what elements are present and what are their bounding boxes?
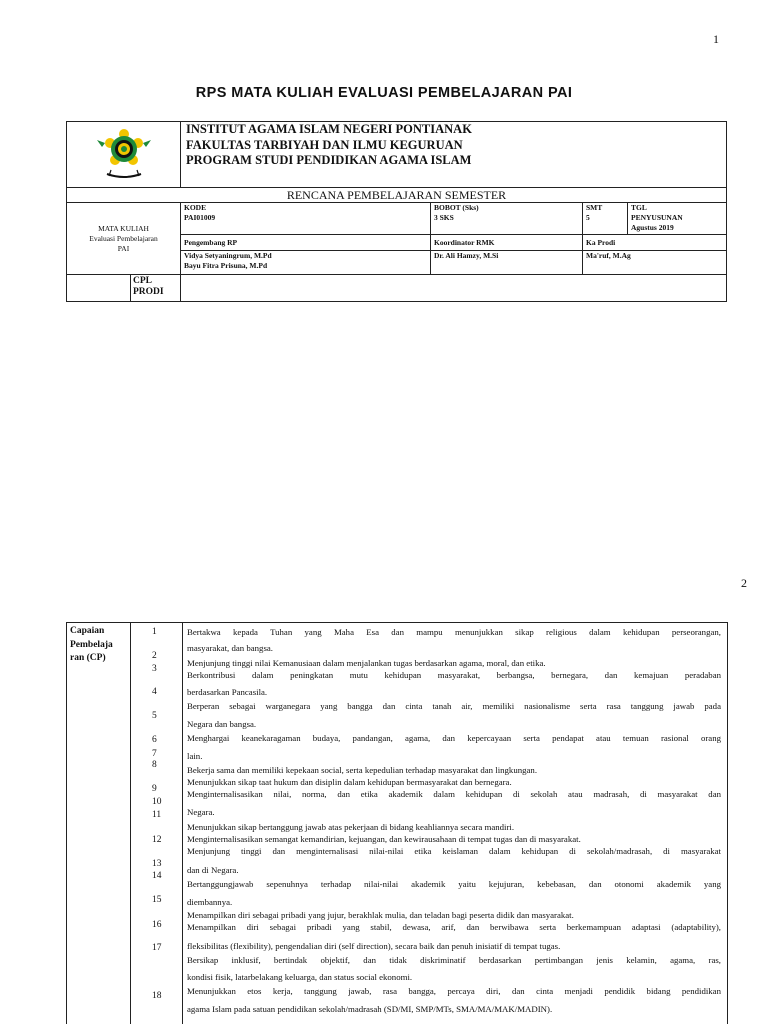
cp-line: Menampilkan diri sebagai pribadi yang jujur, berakhlak mulia, dan teladan bagi peserta didik dan masyarakat. xyxy=(187,910,574,920)
program-name: PROGRAM STUDI PENDIDIKAN AGAMA ISLAM xyxy=(186,153,472,167)
tgl-label: TGL xyxy=(631,203,647,212)
bobot-value: 3 SKS xyxy=(434,213,454,222)
cp-line: Bekerja sama dan memiliki kepekaan social, serta kepedulian terhadap masyarakat dan lingkungan. xyxy=(187,765,538,775)
kaprodi-name: Ma'ruf, M.Ag xyxy=(583,251,727,275)
mk-label: MATA KULIAH xyxy=(98,223,149,233)
cp-table xyxy=(66,622,728,1024)
cp-number: 7 xyxy=(152,749,157,759)
cp-line: Menampilkan diri sebagai pribadi yang stabil, dewasa, arif, dan berwibawa serta berkemampuan adaptasi (adaptability), xyxy=(187,922,721,932)
cpl-prodi-label xyxy=(131,275,181,302)
cp-line: Berkontribusi dalam peningkatan mutu kehidupan masyarakat, berbangsa, bernegara, dan kemajuan peradaban xyxy=(187,670,721,680)
bobot-label: BOBOT (Sks) xyxy=(434,203,479,212)
cp-number: 8 xyxy=(152,760,157,770)
cp-line: diembannya. xyxy=(187,897,233,907)
logo-cell xyxy=(67,122,181,188)
smt-value: 5 xyxy=(586,213,590,222)
cpl-label-2: PRODI xyxy=(133,287,164,297)
cp-number: 18 xyxy=(152,991,162,1001)
cp-line: Bertakwa kepada Tuhan yang Maha Esa dan mampu menunjukkan sikap religious dalam kehidupan perseorangan, xyxy=(187,627,721,637)
rps-header-table xyxy=(66,121,727,302)
smt-label: SMT xyxy=(586,203,603,212)
cp-number: 13 xyxy=(152,859,162,869)
cp-line: Menginternalisasikan nilai, norma, dan etika akademik dalam kehidupan di sekolah atau madrasah, di masyarakat dan xyxy=(187,789,721,799)
koordinator-label: Koordinator RMK xyxy=(431,235,583,251)
cp-line: Menunjukkan sikap bertanggung jawab atas pekerjaan di bidang keahliannya secara mandiri. xyxy=(187,822,515,832)
pengembang-name-2: Bayu Fitra Prisuna, M.Pd xyxy=(184,261,268,270)
cp-number: 10 xyxy=(152,797,162,807)
cp-number: 5 xyxy=(152,711,157,721)
cp-line: agama Islam pada satuan pendidikan sekolah/madrasah (SD/MI, SMP/MTs, SMA/MA/MAK/MADIN). xyxy=(187,1004,553,1014)
cp-label-2: Pembelaja xyxy=(70,639,113,650)
university-logo-icon xyxy=(95,122,153,182)
cp-line: berdasarkan Pancasila. xyxy=(187,687,268,697)
course-name-cell xyxy=(67,203,181,275)
page-number: 2 xyxy=(741,576,747,590)
koordinator-name: Dr. Ali Hamzy, M.Si xyxy=(431,251,583,275)
institution-name: INSTITUT AGAMA ISLAM NEGERI PONTIANAK xyxy=(186,122,472,136)
cp-number: 4 xyxy=(152,687,157,697)
institution-block xyxy=(181,122,727,188)
cp-line: Bertanggungjawab sepenuhnya terhadap nilai-nilai akademik yaitu kejujuran, kebebasan, dan otonomi akademik yang xyxy=(187,879,721,889)
cp-number: 16 xyxy=(152,920,162,930)
page-number: 1 xyxy=(713,32,719,46)
cp-number: 11 xyxy=(152,810,162,820)
cp-number: 3 xyxy=(152,664,157,674)
cp-number: 1 xyxy=(152,627,157,637)
cp-line: fleksibilitas (flexibility), pengendalian diri (self direction), secara baik dan penuh inisiatif di tempat tugas. xyxy=(187,941,561,951)
cp-number: 14 xyxy=(152,871,162,881)
cp-line: lain. xyxy=(187,751,203,761)
pengembang-name-1: Vidya Setyaningrum, M.Pd xyxy=(184,251,272,260)
cp-text-cell xyxy=(183,623,728,1024)
cp-number: 15 xyxy=(152,895,162,905)
cp-line: Menghargai keanekaragaman budaya, pandangan, agama, dan kepercayaan serta pendapat atau temuan rasional orang xyxy=(187,733,721,743)
kode-value: PAI01009 xyxy=(184,213,216,222)
bobot-cell xyxy=(431,203,583,235)
tgl-value: Agustus 2019 xyxy=(631,223,674,232)
kaprodi-label: Ka Prodi xyxy=(583,235,727,251)
kode-cell xyxy=(181,203,431,235)
cp-number: 2 xyxy=(152,651,157,661)
cp-number: 6 xyxy=(152,735,157,745)
pengembang-names xyxy=(181,251,431,275)
cpl-content-cell xyxy=(181,275,727,302)
cp-label-cell xyxy=(67,623,131,1024)
cp-line: Menunjukkan etos kerja, tanggung jawab, rasa bangga, percaya diri, dan cinta menjadi pendidik bidang pendidikan xyxy=(187,986,721,996)
rps-heading: RENCANA PEMBELAJARAN SEMESTER xyxy=(67,188,727,203)
cp-line: Menginternalisasikan semangat kemandirian, kejuangan, dan kewirausahaan di tempat tugas dan di masyarakat. xyxy=(187,834,581,844)
cp-line: Menunjukkan sikap taat hukum dan disiplin dalam kehidupan bermasyarakat dan bernegara. xyxy=(187,777,512,787)
mk-name-line1: Evaluasi Pembelajaran xyxy=(89,233,158,243)
kode-label: KODE xyxy=(184,203,207,212)
mk-name-line2: PAI xyxy=(117,243,130,253)
cp-line: Menjunjung tinggi dan menginternalisasi nilai-nilai etika keislaman dalam kehidupan di sekolah/madrasah, di masyarakat xyxy=(187,846,721,856)
cp-line: Bersikap inklusif, bertindak objektif, dan tidak diskriminatif berdasarkan pertimbangan jenis kelamin, agama, ras, xyxy=(187,955,721,965)
cp-line: Negara dan bangsa. xyxy=(187,719,257,729)
cp-line: Menjunjung tinggi nilai Kemanusiaan dalam menjalankan tugas berdasarkan agama, moral, dan etika. xyxy=(187,658,546,668)
cpl-label-1: CPL xyxy=(133,276,152,286)
cp-label-3: ran (CP) xyxy=(70,653,106,663)
faculty-name: FAKULTAS TARBIYAH DAN ILMU KEGURUAN xyxy=(186,137,463,152)
tgl-cell xyxy=(628,203,727,235)
cp-line: Berperan sebagai warganegara yang bangga dan cinta tanah air, memiliki nasionalisme serta rasa tanggung jawab pada xyxy=(187,701,721,711)
cp-line: Negara. xyxy=(187,807,215,817)
cp-line: masyarakat, dan bangsa. xyxy=(187,643,273,653)
cp-number: 12 xyxy=(152,835,162,845)
tgl-label2: PENYUSUNAN xyxy=(631,213,683,222)
cp-line: kondisi fisik, latarbelakang keluarga, dan status social ekonomi. xyxy=(187,972,413,982)
smt-cell xyxy=(583,203,628,235)
cp-line: dan di Negara. xyxy=(187,865,239,875)
cp-label-1: Capaian xyxy=(70,626,105,636)
cp-number: 9 xyxy=(152,784,157,794)
pengembang-label: Pengembang RP xyxy=(181,235,431,251)
document-title: RPS MATA KULIAH EVALUASI PEMBELAJARAN PAI xyxy=(195,85,573,101)
cpl-empty-cell xyxy=(67,275,131,302)
cp-number: 17 xyxy=(152,943,162,953)
cp-numbers-cell xyxy=(131,623,183,1024)
